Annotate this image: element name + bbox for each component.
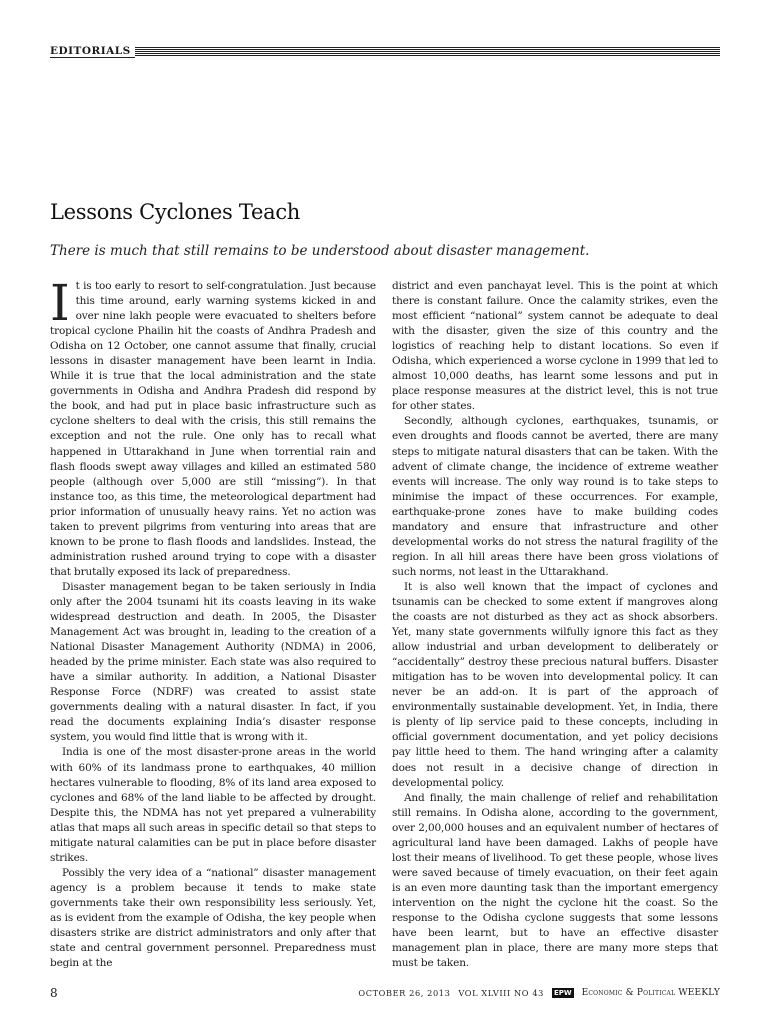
section-label: EDITORIALS — [50, 45, 135, 58]
paragraph: Secondly, although cyclones, earthquakes, tsunamis, or even droughts and floods cannot be averted, there are many steps to mitigate natural disasters that can be taken. With the advent of climate change, the incidence of extreme weather events will increase. The only way round is to take steps to minimise the impact of these occurrences. For example, earthquake-prone zones have to make building codes mandatory and ensure that infrastructure and other developmental works do not stress the natural fragility of the region. In all hill areas there have been gross violations of such norms, not least in the Uttarakhand. — [392, 415, 718, 578]
issue-date: OCTOBER 26, 2013 — [358, 988, 451, 998]
article-title: Lessons Cyclones Teach — [50, 200, 301, 224]
paragraph: And finally, the main challenge of relief and rehabilitation still remains. In Odisha alone, according to the government, over 2,00,000 houses and an equivalent number of hectares of agricultural land have been damaged. Lakhs of people have lost their means of livelihood. To get these people, whose lives were saved because of timely evacuation, on their feet again is an even more daunting task than the important emergency intervention on the night the cyclone hit the coast. So the response to the Odisha cyclone suggests that some lessons have been learnt, but to have an effective disaster management plan in place, there are many more steps that must be taken. — [392, 791, 718, 970]
section-header — [50, 44, 720, 58]
footer-info — [358, 988, 720, 998]
paragraph: Possibly the very idea of a “national” disaster management agency is a problem because it tends to make state governments take their own responsibility less seriously. Yet, as is evident from the example of Odisha, the key people when disasters strike are district administrators and only after that state and central government personnel. Preparedness must begin at the — [50, 866, 376, 970]
page-number: 8 — [50, 986, 58, 1000]
header-rule — [135, 47, 720, 56]
right-column — [392, 279, 718, 971]
journal-name: Economic & Political WEEKLY — [581, 988, 720, 998]
paragraph: Disaster management began to be taken seriously in India only after the 2004 tsunami hit its coasts leaving in its wake widespread destruction and death. In 2005, the Disaster Management Act was brought in, leading to the creation of a National Disaster Management Authority (NDMA) in 2006, headed by the prime minister. Each state was also required to have a similar authority. In addition, a National Disaster Response Force (NDRF) was created to assist state governments dealing with a natural disaster. In fact, if you read the documents explaining India’s disaster response system, you would find little that is wrong with it. — [50, 580, 376, 744]
paragraph: It is also well known that the impact of cyclones and tsunamis can be checked to some extent if mangroves along the coasts are not disturbed as they act as shock absorbers. Yet, many state governments wilfully ignore this fact as they allow industrial and urban development to deliberately or “accidentally” destroy these precious natural buffers. Disaster mitigation has to be woven into developmental policy. It can never be an add-on. It is part of the approach of environmentally sustainable development. Yet, in India, there is plenty of lip service paid to these concepts, including in official government documentation, and yet policy decisions pay little heed to them. The hand wringing after a calamity does not result in a decisive change of direction in developmental policy. — [392, 580, 718, 789]
article-standfirst: There is much that still remains to be understood about disaster management. — [50, 243, 590, 259]
paragraph — [50, 274, 376, 580]
paragraph: India is one of the most disaster-prone areas in the world with 60% of its landmass prone to earthquakes, 40 million hectares vulnerable to flooding, 8% of its land area exposed to cyclones and 68% of the land liable to be affected by drought. Despite this, the NDMA has not yet prepared a vulnerability atlas that maps all such areas in specific detail so that steps to mitigate natural calamities can be put in place before disaster strikes. — [50, 746, 376, 864]
left-column — [50, 274, 376, 971]
paragraph-text: t is too early to resort to self-congratulation. Just because this time around, early warning systems kicked in and over nine lakh people were evacuated to shelters before tropical cyclone Phailin hit the coasts of Andhra Pradesh and Odisha on 12 October, one cannot assume that finally, crucial lessons in disaster management have been learnt in India. While it is true that the local administration and the state governments in Odisha and Andhra Pradesh did respond by the book, and had put in place basic infrastructure such as cyclone shelters to deal with the crisis, this still remains the exception and not the rule. One only has to recall what happened in Uttarakhand in June when torrential rain and flash floods swept away villages and killed an estimated 580 people (although over 5,000 are still “missing”). In that instance too, as this time, the meteorological department had prior information of unusually heavy rains. Yet no action was taken to prevent pilgrims from venturing into areas that are known to be prone to flash floods and landslides. Instead, the administration rushed around trying to cope with a disaster that brutally exposed its lack of preparedness. — [50, 280, 376, 578]
issue-volume: VOL XLVIII NO 43 — [458, 988, 544, 998]
page-footer — [50, 985, 720, 1001]
paragraph: district and even panchayat level. This is the point at which there is constant failure. Once the calamity strikes, even the most efficient “national” system cannot be adequate to deal with the disaster, given the size of this country and the logistics of reaching help to distant locations. So even if Odisha, which experienced a worse cyclone in 1999 that led to almost 10,000 deaths, has learnt some lessons and put in place response measures at the district level, this is not true for other states. — [392, 280, 718, 413]
epw-logo: EPW — [553, 989, 572, 997]
drop-cap: I — [50, 274, 70, 332]
